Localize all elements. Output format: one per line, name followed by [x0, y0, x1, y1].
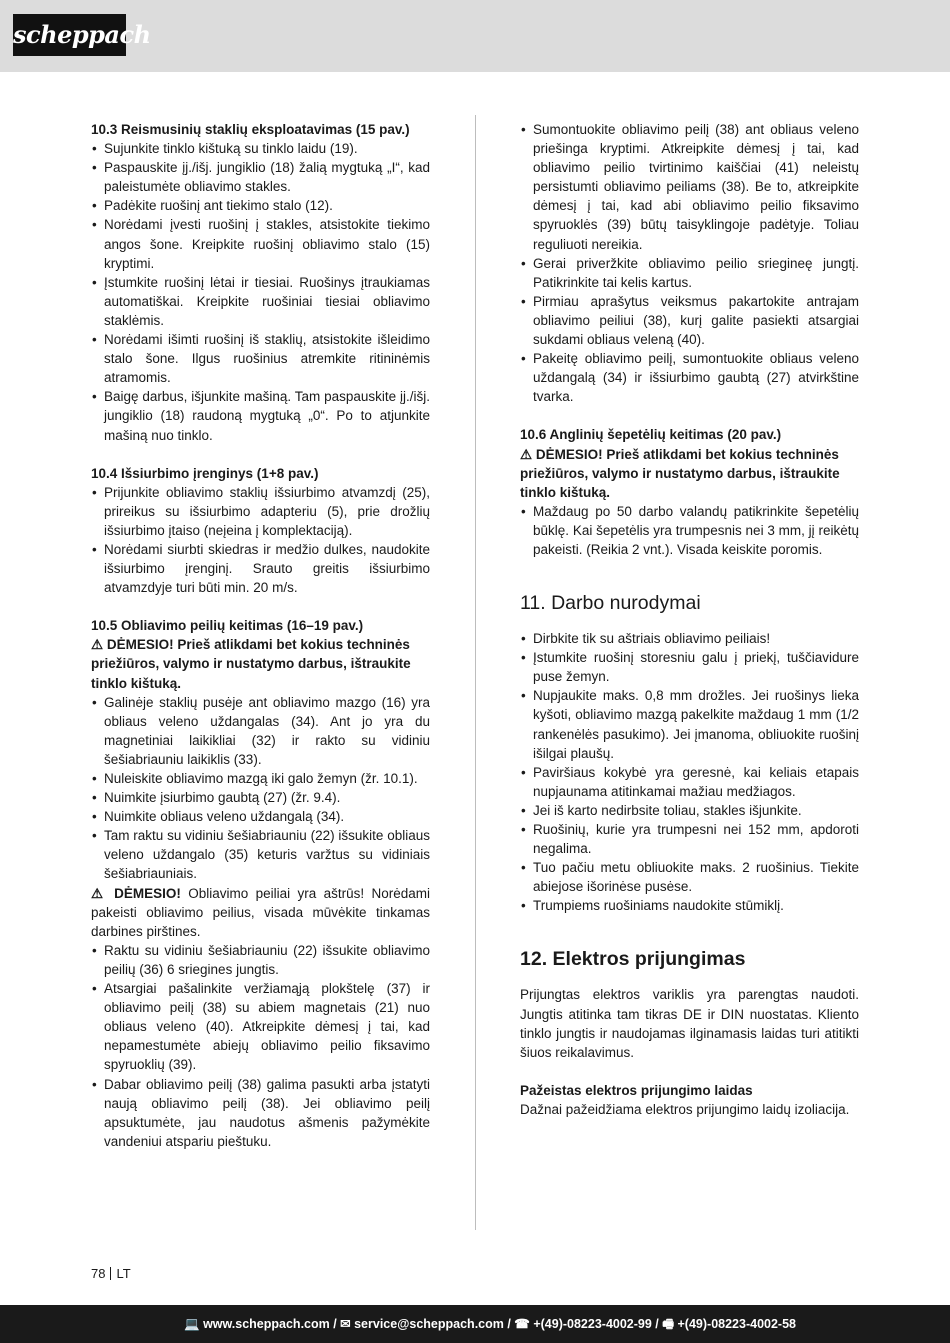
list-item: • Norėdami išimti ruošinį iš staklių, atsistokite išleidimo stalo šone. Ilgus ruošinius atremkite ritininėmis atramomis.: [91, 330, 430, 387]
footer-contact-bar: 💻 www.scheppach.com / ✉ service@scheppach.com / ☎ +(49)-08223-4002-99 / 🖷 +(49)-08223-4002-58: [0, 1305, 950, 1343]
list-item: • Įstumkite ruošinį lėtai ir tiesiai. Ruošinys įtraukiamas automatiškai. Kreipkite ruošiniai tiesiai obliavimo staklėmis.: [91, 273, 430, 330]
page-number-value: 78: [91, 1266, 106, 1281]
right-column: [520, 120, 859, 1119]
list-item: • Tam raktu su vidiniu šešiabriauniu (22) išsukite obliaus veleno uždangalo (35) keturis varžtus su vidiniais šešiabriauniais.: [91, 826, 430, 883]
list-item: • Sujunkite tinklo kištuką su tinklo laidu (19).: [91, 139, 430, 158]
page-number: [91, 1266, 131, 1282]
left-column: [91, 120, 430, 1151]
list-item: • Dabar obliavimo peilį (38) galima pasukti arba įstatyti naują obliavimo peilį (38). Jei obliavimo peilį apsuktumėte, jau naudotus ašmenis pažymėkite vandeniui atspariu pieštuku.: [91, 1075, 430, 1151]
list-item: • Prijunkite obliavimo staklių išsiurbimo atvamzdį (25), prireikus su išsiurbimo adapteriu (5), prie drožlių išsiurbimo įtaiso (neįeina į komplektaciją).: [91, 483, 430, 540]
list-item: • Pakeitę obliavimo peilį, sumontuokite obliaus veleno uždangalą (34) ir išsiurbimo gaubtą (27) atvirkštine tvarka.: [520, 349, 859, 406]
warning-gloves-label: ⚠ DĖMESIO!: [91, 885, 181, 901]
list-10-6: [520, 502, 859, 559]
section-title-10-3: 10.3 Reismusinių staklių eksploatavimas (15 pav.): [91, 122, 410, 137]
list-item: • Maždaug po 50 darbo valandų patikrinkite šepetėlių būklę. Kai šepetėlis yra trumpesnis nei 3 mm, jį reikėtų pakeisti. (Reikia 2 vnt.). Visada keiskite poromis.: [520, 502, 859, 559]
list-item: • Įstumkite ruošinį storesniu galu į priekį, tuščiavidure puse žemyn.: [520, 648, 859, 686]
section-title-10-5: 10.5 Obliavimo peilių keitimas (16–19 pav.): [91, 618, 364, 634]
list-item: • Trumpiems ruošiniams naudokite stūmiklį.: [520, 896, 859, 915]
warning-10-6: ⚠ DĖMESIO! Prieš atlikdami bet kokius techninės priežiūros, valymo ir nustatymo darbus, ištraukite tinklo kištuką.: [520, 446, 840, 500]
section-title-11: 11. Darbo nurodymai: [520, 592, 701, 615]
header-bar: [0, 0, 950, 72]
warning-gloves: [91, 884, 430, 941]
list-item: • Norėdami įvesti ruošinį į stakles, atsistokite tiekimo angos šone. Kreipkite ruošinį obliavimo stalo (15) kryptimi.: [91, 215, 430, 272]
warning-10-5: ⚠ DĖMESIO! Prieš atlikdami bet kokius techninės priežiūros, valymo ir nustatymo darbus, ištraukite tinklo kištuką.: [91, 637, 411, 691]
list-11: [520, 629, 859, 915]
list-item: • Raktu su vidiniu šešiabriauniu (22) išsukite obliavimo peilių (36) 6 sriegines jungtis.: [91, 941, 430, 979]
warning-gloves-text: Obliavimo peiliai yra aštrūs! Norėdami pakeisti obliavimo peilius, visada mūvėkite tinkamas darbines pirštines.: [91, 885, 430, 939]
list-item: • Sumontuokite obliavimo peilį (38) ant obliaus veleno priešinga kryptimi. Atkreipkite dėmesį į tai, kad obliavimo peilio tvirtinimo kaiščiai (41) neleistų persistumti obliavimo peiliams (38). Be to, atkreipkite dėmesį į tai, kad abi obliavimo peilio fiksavimo spyruoklės (39) būtų taisyklingoje padėtyje. Toliau reguliuoti nereikia.: [520, 120, 859, 254]
paragraph-12: Prijungtas elektros variklis yra parengtas naudoti. Jungtis atitinka tam tikras DE ir DIN nuostatas. Kliento tinklo jungtis ir naudojamas ilginamasis laidas turi atitikti šiuos reikalavimus.: [520, 987, 859, 1060]
list-10-5-b: [91, 941, 430, 1151]
page-language: LT: [116, 1266, 131, 1281]
list-item: • Dirbkite tik su aštriais obliavimo peiliais!: [520, 629, 859, 648]
list-10-3: [91, 139, 430, 445]
list-10-5-a: [91, 693, 430, 884]
page-number-separator: [110, 1267, 111, 1280]
subtitle-damaged-cable: Pažeistas elektros prijungimo laidas: [520, 1082, 753, 1098]
list-item: • Jei iš karto nedirbsite toliau, stakles išjunkite.: [520, 801, 859, 820]
list-item: • Paviršiaus kokybė yra geresnė, kai keliais etapais nupjaunama atitinkamai mažiau medžiagos.: [520, 763, 859, 801]
list-item: • Tuo pačiu metu obliuokite maks. 2 ruošinius. Tiekite abiejose išorinėse pusėse.: [520, 858, 859, 896]
list-item: • Padėkite ruošinį ant tiekimo stalo (12).: [91, 196, 430, 215]
brand-logo: scheppach: [13, 14, 126, 56]
section-title-10-6: 10.6 Anglinių šepetėlių keitimas (20 pav.): [520, 427, 782, 443]
list-item: • Nuimkite įsiurbimo gaubtą (27) (žr. 9.4).: [91, 788, 430, 807]
column-divider: [475, 115, 476, 1230]
list-item: • Pirmiau aprašytus veiksmus pakartokite antrajam obliavimo peiliui (38), kurį galite pasiekti atsargiai sukdami obliaus veleną (40).: [520, 292, 859, 349]
list-10-4: [91, 483, 430, 598]
section-title-12: 12. Elektros prijungimas: [520, 948, 746, 971]
list-item: • Ruošinių, kurie yra trumpesni nei 152 mm, apdoroti negalima.: [520, 820, 859, 858]
list-item: • Norėdami siurbti skiedras ir medžio dulkes, naudokite išsiurbimo įrenginį. Srauto greitis išsiurbimo atvamzdyje turi būti min. 20 m/s.: [91, 540, 430, 597]
list-item: • Gerai priveržkite obliavimo peilio sriegineę jungtį. Patikrinkite tai kelis kartus.: [520, 254, 859, 292]
list-item: • Baigę darbus, išjunkite mašiną. Tam paspauskite įj./išj. jungiklio (18) raudoną mygtuką „0“. Po to atjunkite mašiną nuo tinklo.: [91, 387, 430, 444]
section-title-10-4: 10.4 Išsiurbimo įrenginys (1+8 pav.): [91, 465, 319, 481]
list-item: • Nuleiskite obliavimo mazgą iki galo žemyn (žr. 10.1).: [91, 769, 430, 788]
list-10-5-continued: [520, 120, 859, 406]
list-item: • Galinėje staklių pusėje ant obliavimo mazgo (16) yra obliaus veleno uždangalas (34). Ant jo yra du magnetiniai laikikliai (32) ir rakto su vidiniu šešiabriauniu laikiklis (33).: [91, 693, 430, 769]
list-item: • Atsargiai pašalinkite veržiamąją plokštelę (37) ir obliavimo peilį (38) su abiem magnetais (21) nuo obliaus veleno (40). Atkreipkite dėmesį į tai, kad nepamestumėte abiejų obliavimo peilio fiksavimo spyruoklių (39).: [91, 979, 430, 1074]
list-item: • Paspauskite įj./išj. jungiklio (18) žalią mygtuką „I“, kad paleistumėte obliavimo stakles.: [91, 158, 430, 196]
list-item: • Nuimkite obliaus veleno uždangalą (34).: [91, 807, 430, 826]
list-item: • Nupjaukite maks. 0,8 mm drožles. Jei ruošinys lieka kyšoti, obliavimo mazgą pakelkite maždaug 1 mm (1/2 rankenėlės pasukimo). Jei įmanoma, obliuokite ruošinį išilgai plaušų.: [520, 686, 859, 762]
paragraph-damaged-cable: Dažnai pažeidžiama elektros prijungimo laidų izoliacija.: [520, 1101, 850, 1117]
